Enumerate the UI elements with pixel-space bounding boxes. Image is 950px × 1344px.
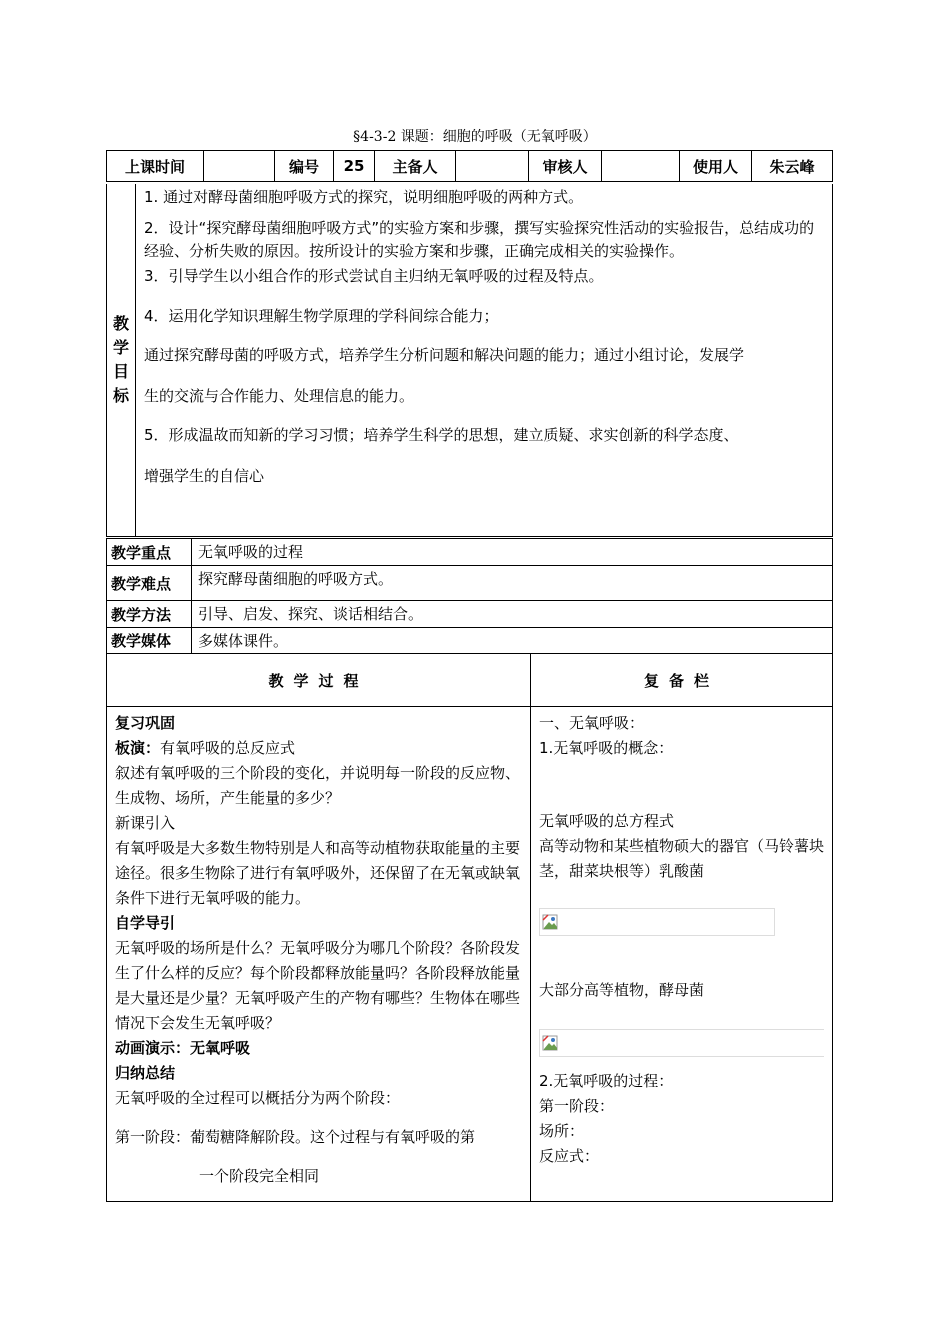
class-time-label: 上课时间 bbox=[107, 151, 204, 182]
objective-4-detail-1: 通过探究酵母菌的呼吸方式，培养学生分析问题和解决问题的能力；通过小组讨论，发展学 bbox=[144, 346, 745, 364]
board-text: 有氧呼吸的总反应式 bbox=[160, 739, 296, 757]
stage1-text: 第一阶段：葡萄糖降解阶段。这个过程与有氧呼吸的第 bbox=[115, 1128, 476, 1146]
class-time-value bbox=[204, 151, 275, 182]
objective-3: 3．引导学生以小组合作的形式尝试自主归纳无氧呼吸的过程及特点。 bbox=[144, 267, 604, 285]
organisms-lactic: 高等动物和某些植物硕大的器官（马铃薯块茎，甜菜块根等）乳酸菌 bbox=[539, 837, 825, 880]
anaerobic-heading: 一、无氧呼吸： bbox=[539, 714, 645, 732]
guide-text: 无氧呼吸的场所是什么？无氧呼吸分为哪几个阶段？各阶段发生了什么样的反应？每个阶段都释放能量吗？各阶段释放能量是大量还是少量？无氧呼吸产生的产物有哪些？生物体在哪些情况下会发生无氧呼吸？ bbox=[115, 939, 521, 1032]
reviewer-label: 审核人 bbox=[529, 151, 602, 182]
key-points-value: 无氧呼吸的过程 bbox=[192, 539, 833, 566]
review-question: 叙述有氧呼吸的三个阶段的变化，并说明每一阶段的反应物、生成物、场所，产生能量的多少？ bbox=[115, 764, 521, 807]
animation-title: 动画演示：无氧呼吸 bbox=[115, 1039, 251, 1057]
objectives-label: 教学目标 bbox=[107, 184, 136, 537]
stage1-continued: 一个阶段完全相同 bbox=[199, 1167, 320, 1185]
board-label: 板演： bbox=[115, 739, 161, 757]
methods-value: 引导、启发、探究、谈话相结合。 bbox=[192, 601, 833, 628]
preparer-label: 主备人 bbox=[375, 151, 456, 182]
number-value: 25 bbox=[334, 151, 375, 182]
difficulties-label: 教学难点 bbox=[107, 566, 192, 601]
equation-image-2 bbox=[539, 1029, 824, 1057]
intro-text: 有氧呼吸是大多数生物特别是人和高等动植物获取能量的主要途径。很多生物除了进行有氧呼吸外，还保留了在无氧或缺氧条件下进行无氧呼吸的能力。 bbox=[115, 839, 521, 907]
process-content bbox=[107, 707, 531, 1202]
objective-1: 1. 通过对酵母菌细胞呼吸方式的探究，说明细胞呼吸的两种方式。 bbox=[144, 188, 584, 206]
review-column-header: 复备栏 bbox=[531, 654, 833, 707]
equation-title: 无氧呼吸的总方程式 bbox=[539, 812, 675, 830]
user-value: 朱云峰 bbox=[752, 151, 833, 182]
intro-title: 新课引入 bbox=[115, 814, 176, 832]
review-column-content bbox=[531, 707, 833, 1202]
objective-2: 2．设计“探究酵母菌细胞呼吸方式”的实验方案和步骤，撰写实验探究性活动的实验报告，总结成功的经验、分析失败的原因。按所设计的实验方案和步骤，正确完成相关的实验操作。 bbox=[144, 219, 815, 260]
methods-label: 教学方法 bbox=[107, 601, 192, 628]
objective-5: 5．形成温故而知新的学习习惯；培养学生科学的思想，建立质疑、求实创新的科学态度、 bbox=[144, 426, 739, 444]
difficulties-value: 探究酵母菌细胞的呼吸方式。 bbox=[192, 566, 833, 601]
guide-title: 自学导引 bbox=[115, 914, 176, 932]
organisms-alcohol: 大部分高等植物，酵母菌 bbox=[539, 981, 705, 999]
header-table bbox=[106, 150, 833, 182]
document-title: §4-3-2 课题：细胞的呼吸（无氧呼吸） bbox=[353, 129, 597, 145]
user-label: 使用人 bbox=[680, 151, 752, 182]
objective-5-detail: 增强学生的自信心 bbox=[144, 467, 265, 485]
objectives-table bbox=[106, 184, 833, 537]
broken-image-icon bbox=[542, 914, 558, 930]
summary-title: 归纳总结 bbox=[115, 1064, 176, 1082]
stage1-label: 第一阶段： bbox=[539, 1097, 615, 1115]
media-value: 多媒体课件。 bbox=[192, 628, 833, 654]
concept-heading: 1.无氧呼吸的概念： bbox=[539, 739, 674, 757]
place-label: 场所： bbox=[539, 1122, 585, 1140]
summary-text: 无氧呼吸的全过程可以概括分为两个阶段： bbox=[115, 1089, 401, 1107]
objective-4: 4．运用化学知识理解生物学原理的学科间综合能力； bbox=[144, 307, 499, 325]
key-points-label: 教学重点 bbox=[107, 539, 192, 566]
equation-image-1 bbox=[539, 908, 775, 936]
reaction-label: 反应式： bbox=[539, 1147, 600, 1165]
process-heading: 2.无氧呼吸的过程： bbox=[539, 1072, 674, 1090]
process-table bbox=[106, 654, 833, 1202]
objective-4-detail-2: 生的交流与合作能力、处理信息的能力。 bbox=[144, 387, 415, 405]
process-header: 教学过程 bbox=[107, 654, 531, 707]
summary-table bbox=[106, 538, 833, 654]
review-title: 复习巩固 bbox=[115, 714, 176, 732]
number-label: 编号 bbox=[275, 151, 334, 182]
reviewer-value bbox=[602, 151, 680, 182]
objectives-content bbox=[136, 184, 833, 537]
preparer-value bbox=[456, 151, 529, 182]
media-label: 教学媒体 bbox=[107, 628, 192, 654]
broken-image-icon bbox=[542, 1035, 558, 1051]
